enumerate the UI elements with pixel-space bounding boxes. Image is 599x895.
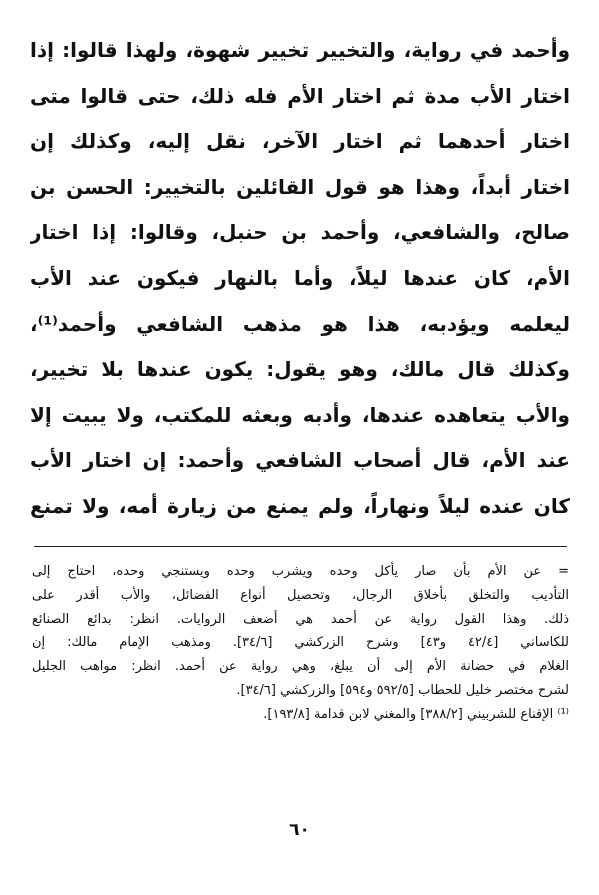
footnote-line: لشرح مختصر خليل للحطاب [٥٩٢/٥ و٥٩٤] والزركشي [٣٤/٦]. (236, 682, 569, 698)
footnotes-block (32, 560, 569, 727)
page-number: ٦٠ (289, 820, 310, 840)
text-line: وأحمد في رواية، والتخيير تخيير شهوة، ولهذا قالوا: إذا (30, 38, 570, 62)
footnote-line: الغلام في حضانة الأم إلى أن يبلغ، وهي رواية عن أحمد. انظر: مواهب الجليل (32, 659, 569, 675)
main-text-block (30, 28, 570, 530)
text-line: كان عنده ليلاً ونهاراً، ولم يمنع من زيارة أمه، ولا تمنع (30, 493, 570, 518)
footnote-line: التأديب والتخلق بأخلاق الرجال، وتحصيل أنواع الفضائل، والأب أقدر على (32, 587, 569, 603)
footnote-divider (34, 546, 567, 547)
text-line: عند الأم، قال أصحاب الشافعي وأحمد: إن اختار الأب (30, 448, 570, 473)
footnote-line: ذلك. وهذا القول رواية عن أحمد هي أضعف الروايات. انظر: بدائع الصنائع (32, 611, 569, 627)
footnote-line: = عن الأم بأن صار يأكل وحده ويشرب وحده ويستنجي وحده، احتاج إلى (32, 564, 569, 579)
text-line: اختار أبداً، وهذا هو قول القائلين بالتخيير: الحسن بن (30, 174, 570, 199)
footnote-line: ⁽¹⁾ الإقناع للشربيني [٣٨٨/٢] والمغني لابن قدامة [١٩٣/٨]. (263, 706, 569, 722)
text-line: وكذلك قال مالك، وهو يقول: يكون عندها بلا تخيير، (30, 357, 570, 382)
text-line: اختار الأب مدة ثم اختار الأم فله ذلك، حتى قالوا متى (30, 83, 570, 108)
text-line: اختار أحدهما ثم اختار الآخر، نقل إليه، وكذلك إن (30, 129, 570, 154)
footnote-line: للكاساني [٤٢/٤ و٤٣] وشرح الزركشي [٣٤/٦]. ومذهب الإمام مالك: إن (32, 635, 569, 651)
text-line: صالح، والشافعي، وأحمد بن حنبل، وقالوا: إذا اختار (30, 220, 570, 245)
text-line: ليعلمه ويؤدبه، هذا هو مذهب الشافعي وأحمد⁽¹⁾، (30, 311, 570, 336)
text-line: والأب يتعاهده عندها، وأدبه وبعثه للمكتب، ولا يبيت إلا (30, 402, 570, 427)
text-line: الأم، كان عندها ليلاً، وأما بالنهار فيكون عند الأب (30, 265, 570, 290)
